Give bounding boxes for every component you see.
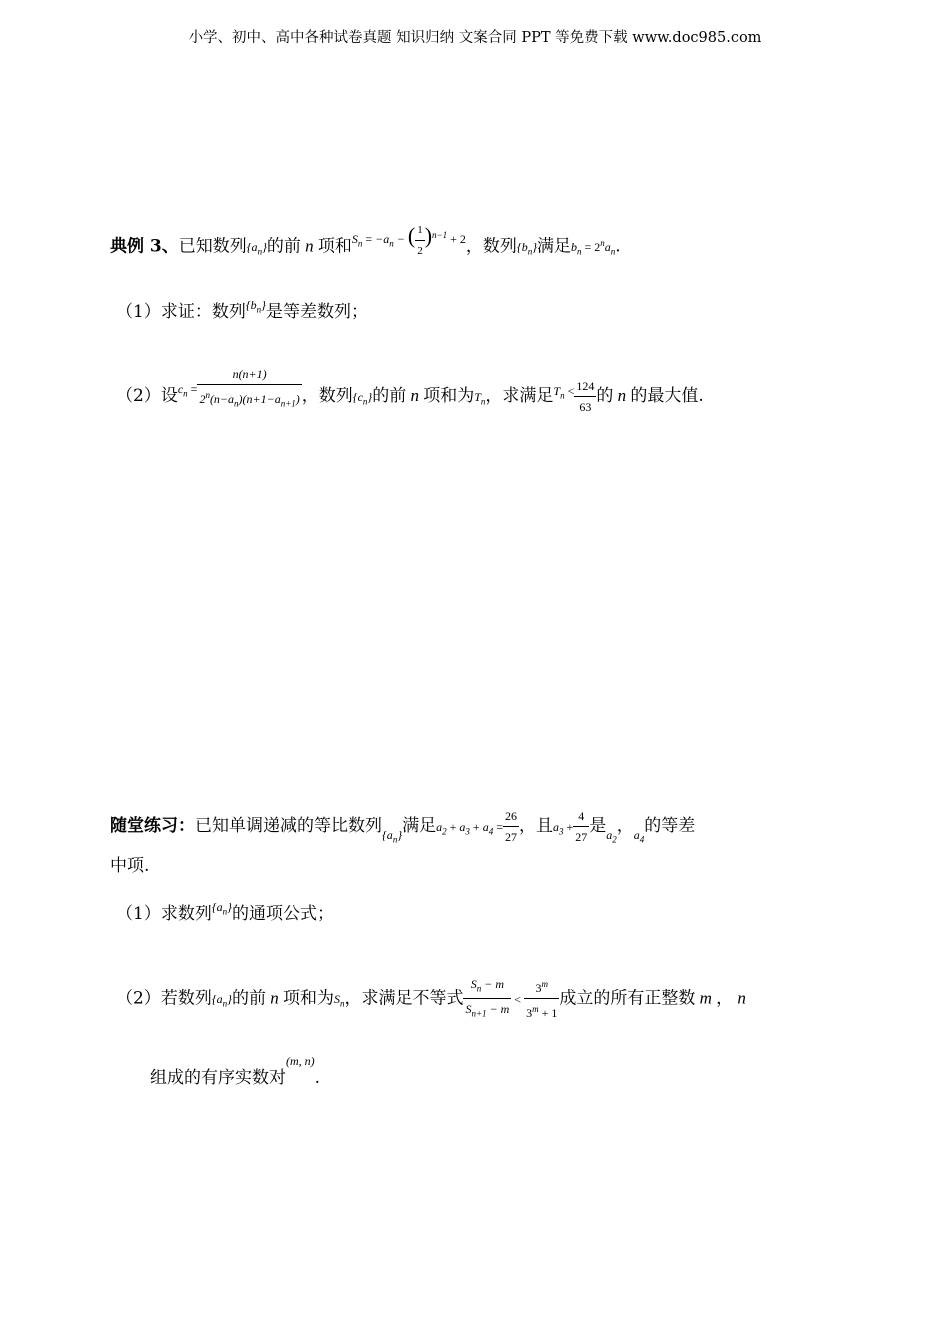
practice-part2: （2）若数列$\{a_n\}$的前 n 项和为$S_n$，求满足不等式 $\frac{S_n - m}{S_{n+1} - m}$ < $\frac{3^m}{3^m + 1}$ 成立的所有正整数 m ， n [116,974,746,1024]
practice-statement-cont: 中项. [110,856,150,876]
fraction-sn-m: $\frac{S_n - m}{S_{n+1} - m}$ [463,974,511,1024]
sequence-a: {an} [382,828,403,845]
example3-statement: 典例 3、已知数列$\{a_n\}$的前 n 项和$^{S_n = -a_n - ( \frac{1}{2} )^{n-1} + 2}$，数列$\{b_n\}$满足$b_n = 2^na_n$. [110,228,621,269]
practice-statement: 随堂练习：已知单调递减的等比数列$_{\{a_n\}}$满足$a_2 + a_3 + a_4$ = $\frac{26}{27}$ ，且$a_3$ + $\frac{4}{27}$ 是$_{a_2}$，$_{a_4}$的等差 [110,806,695,847]
fraction-4-27: $\frac{4}{27}$ [573,806,589,847]
formula-sn: Sn = −an − ( 1 2 )n−1 + 2 [352,232,466,246]
formula-sum-a: $a_2 + a_3 + a_4$ = [436,820,503,837]
sequence-a: $\{a_n\}$ [211,992,232,1009]
example3-part1: （1）求证：数列$^{\{b_n\}}$是等差数列； [116,298,368,322]
fraction-26-27: $\frac{26}{27}$ [503,806,519,847]
example3-part2: （2）设$^{c_n =}$ $\frac{n(n+1)}{2^n(n-a_n)(n+1-a_{n+1})}$ ，数列$\{c_n\}$的前 n 项和为$T_n$，求满足$^{T_n <}$ $\frac{124}{63}$ 的 n 的最大值. [116,372,704,421]
sequence-b: $\{b_n\}$ [516,240,538,257]
fraction-124-63: $\frac{124}{63}$ [574,376,596,417]
practice-part1: （1）求数列$^{\{a_n\}}$的通项公式； [116,900,334,924]
formula-bn: $b_n = 2^na_n$ [571,238,616,257]
formula-cn: cn = [177,382,198,399]
fraction-3m: $\frac{3^m}{3^m + 1}$ [524,974,559,1023]
practice-label: 随堂练习： [110,816,195,836]
page-header: 小学、初中、高中各种试卷真题 知识归纳 文案合同 PPT 等免费下载 www.doc985.com [188,30,762,46]
fraction-cn: $\frac{n(n+1)}{2^n(n-a_n)(n+1-a_{n+1})}$ [197,364,301,413]
sequence-c: $\{c_n\}$ [352,390,373,407]
symbol-tn: $T_n$ [474,390,486,407]
example3-label: 典例 3、 [110,236,179,257]
formula-a3: $a_3$ + [552,820,574,837]
sequence-a: {an} [211,900,232,917]
ordered-pair: (m, n) [286,1054,315,1068]
sequence-b: {bn} [245,298,266,315]
inequality-tn: Tn < [553,384,575,401]
symbol-sn: $S_n$ [333,992,345,1009]
sequence-a: $\{a_n\}$ [246,240,267,257]
practice-part2-cont: 组成的有序实数对$^{(m, n)}$. [150,1054,321,1088]
